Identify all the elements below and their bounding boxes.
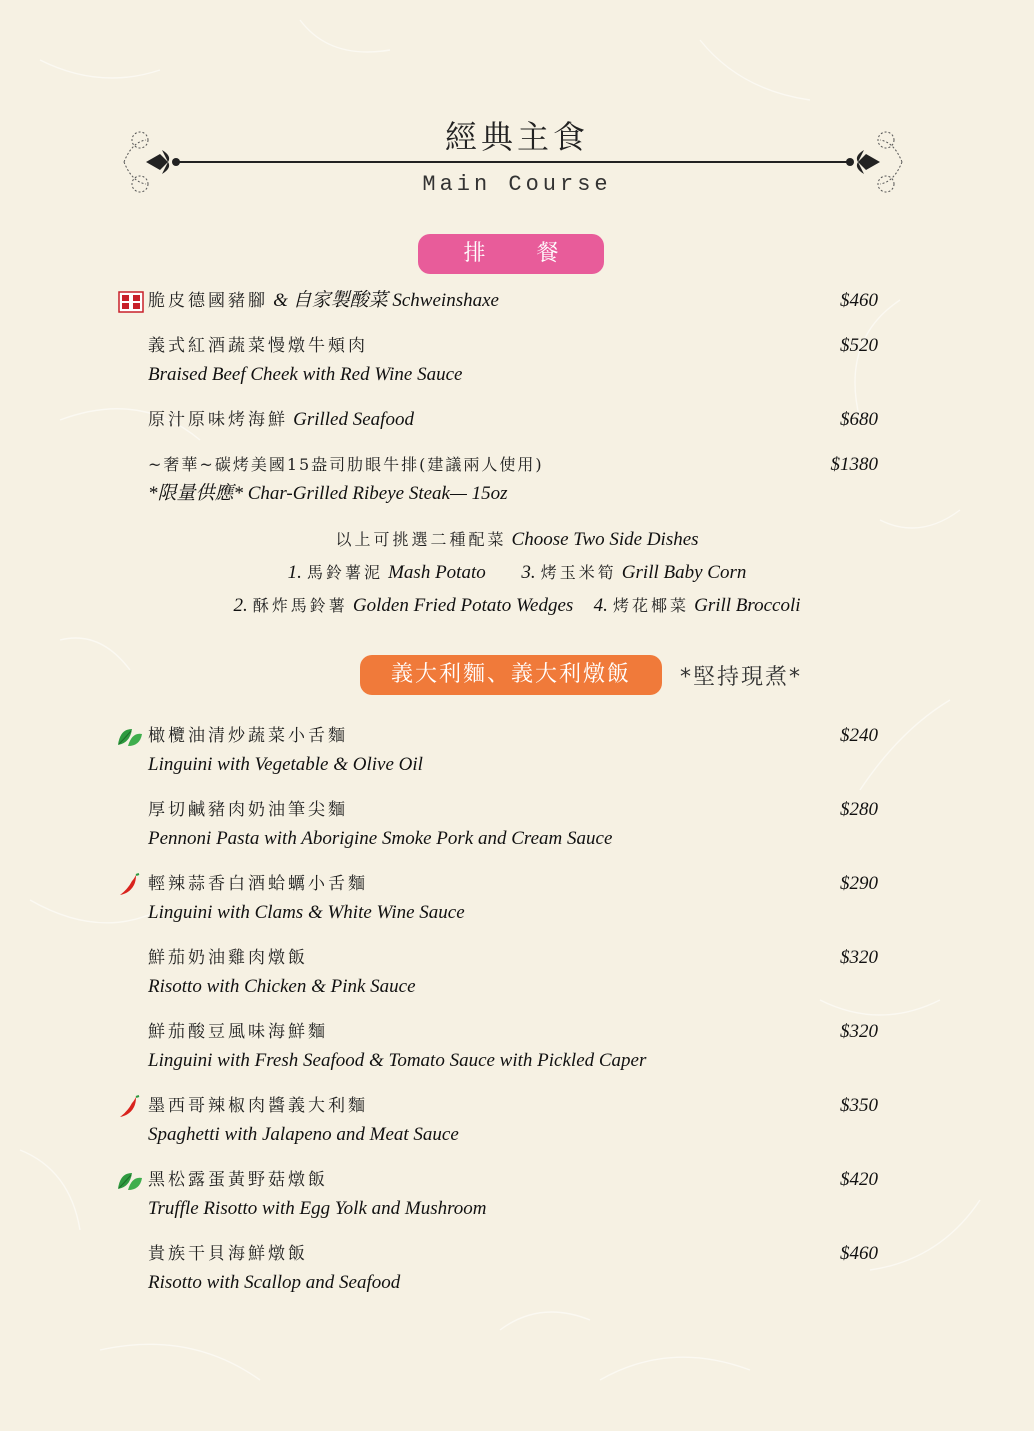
item-name-en: Grilled Seafood [293,409,414,430]
menu-item [148,721,878,779]
chili-pepper-icon [116,1095,144,1119]
item-price: $680 [840,409,878,430]
item-name-cn: 鮮茄酸豆風味海鮮麵 [148,1022,328,1042]
item-name-en: & 自家製酸菜 Schweinshaxe [273,290,499,311]
item-name-en: *限量供應* Char-Grilled Ribeye Steak— 15oz [148,483,508,504]
item-price: $320 [840,947,878,968]
item-name-en: Risotto with Chicken & Pink Sauce [148,976,416,997]
side-option: 3. 烤玉米筍 Grill Baby Corn [521,562,747,583]
section-badge-steaks: 排 餐 [418,234,604,274]
item-price: $240 [840,725,878,746]
item-price: $1380 [830,454,878,475]
menu-item [148,405,878,434]
item-price: $280 [840,799,878,820]
item-name-cn: 原汁原味烤海鮮 [148,410,288,430]
item-name-cn: 貴族干貝海鮮燉飯 [148,1244,308,1264]
menu-item [148,1091,878,1149]
menu-item [148,450,878,508]
vegetarian-leaf-icon [116,725,144,749]
page-title-english: Main Course [422,172,612,197]
menu-item [148,286,878,315]
item-name-en: Braised Beef Cheek with Red Wine Sauce [148,364,463,385]
item-name-cn: 黑松露蛋黃野菇燉飯 [148,1170,328,1190]
item-name-en: Risotto with Scallop and Seafood [148,1272,401,1293]
item-name-cn: 輕辣蒜香白酒蛤蠣小舌麵 [148,874,368,894]
item-price: $460 [840,1243,878,1264]
item-name-cn: 脆皮德國豬腳 [148,291,268,311]
item-name-cn: ~奢華~碳烤美國15盎司肋眼牛排(建議兩人使用) [148,455,544,474]
side-dishes [0,523,1034,622]
menu-item [148,1239,878,1297]
menu-item [148,1017,878,1075]
section-badge-pasta-risotto: 義大利麵、義大利燉飯 [360,655,662,695]
menu-item [148,331,878,389]
item-price: $420 [840,1169,878,1190]
vegetarian-leaf-icon [116,1169,144,1193]
item-name-en: Linguini with Fresh Seafood & Tomato Sauce with Pickled Caper [148,1050,647,1071]
item-name-cn: 橄欖油清炒蔬菜小舌麵 [148,726,348,746]
item-name-en: Linguini with Clams & White Wine Sauce [148,902,465,923]
side-intro-en: Choose Two Side Dishes [511,529,699,550]
item-name-cn: 義式紅酒蔬菜慢燉牛頰肉 [148,336,368,356]
side-option: 4. 烤花椰菜 Grill Broccoli [593,595,801,616]
item-name-en: Spaghetti with Jalapeno and Meat Sauce [148,1124,459,1145]
item-price: $520 [840,335,878,356]
item-price: $290 [840,873,878,894]
menu-item [148,869,878,927]
item-name-en: Linguini with Vegetable & Olive Oil [148,754,423,775]
item-name-cn: 墨西哥辣椒肉醬義大利麵 [148,1096,368,1116]
section-note: *堅持現煮* [680,665,803,690]
item-price: $460 [840,290,878,311]
menu-item [148,795,878,853]
chili-pepper-icon [116,873,144,897]
menu-item [148,943,878,1001]
side-option: 2. 酥炸馬鈴薯 Golden Fried Potato Wedges [233,595,574,616]
side-intro-cn: 以上可挑選二種配菜 [335,530,507,549]
item-name-cn: 厚切鹹豬肉奶油筆尖麵 [148,800,348,820]
menu-item [148,1165,878,1223]
item-name-cn: 鮮茄奶油雞肉燉飯 [148,948,308,968]
side-option: 1. 馬鈴薯泥 Mash Potato [287,562,486,583]
item-name-en: Pennoni Pasta with Aborigine Smoke Pork and Cream Sauce [148,828,613,849]
item-price: $320 [840,1021,878,1042]
item-name-en: Truffle Risotto with Egg Yolk and Mushroom [148,1198,487,1219]
item-price: $350 [840,1095,878,1116]
pig-icon [118,291,144,313]
page-title-chinese: 經典主食 [444,118,589,156]
